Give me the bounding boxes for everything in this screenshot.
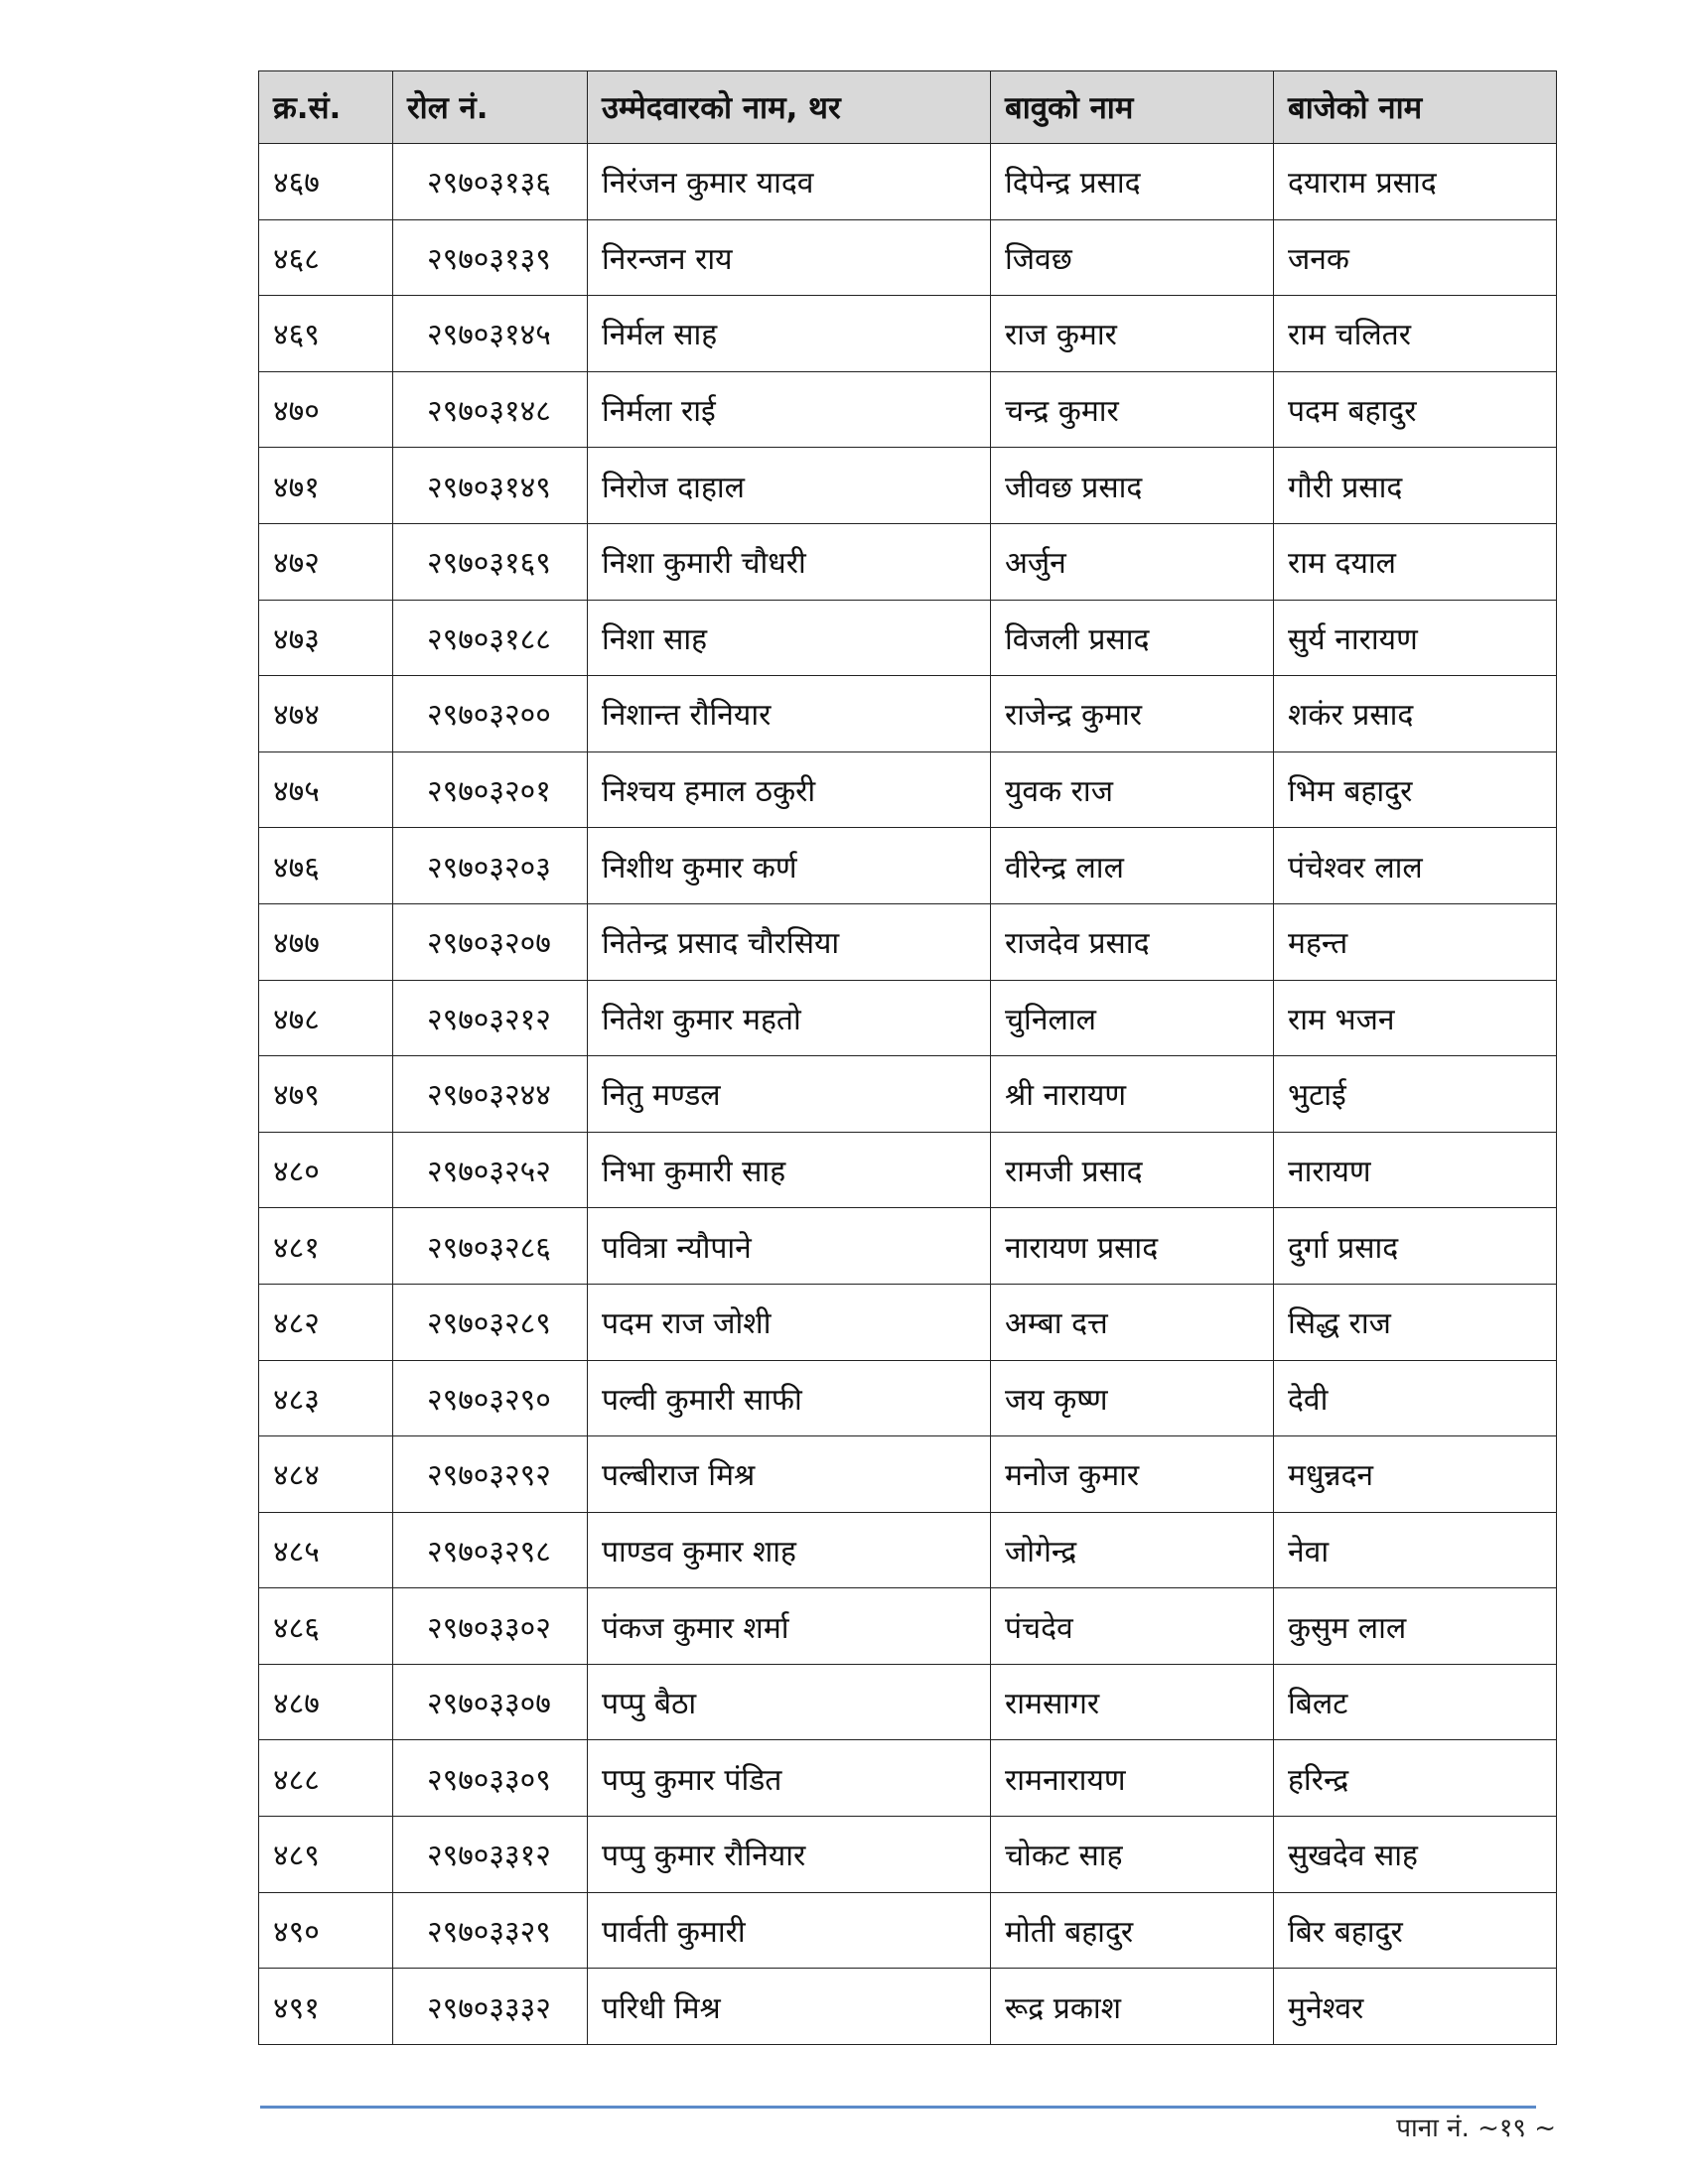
header-serial-number: क्र.सं.: [259, 71, 393, 144]
candidate-name-cell: पप्पु कुमार रौनियार: [588, 1817, 991, 1893]
grandfather-name-cell: महन्त: [1274, 903, 1557, 980]
candidate-name-cell: निशीथ कुमार कर्ण: [588, 828, 991, 904]
table-row: [259, 1892, 1557, 1969]
table-row: [259, 1817, 1557, 1893]
table-row: [259, 1056, 1557, 1133]
table-row: [259, 144, 1557, 220]
grandfather-name-cell: राम चलितर: [1274, 296, 1557, 372]
grandfather-name-cell: नारायण: [1274, 1132, 1557, 1208]
roll-cell: २९७०३२०७: [393, 903, 588, 980]
grandfather-name-cell: कुसुम लाल: [1274, 1588, 1557, 1665]
roll-cell: २९७०३२०१: [393, 751, 588, 828]
grandfather-name-cell: राम दयाल: [1274, 523, 1557, 600]
table-row: [259, 751, 1557, 828]
candidate-name-cell: पल्वी कुमारी साफी: [588, 1360, 991, 1436]
table-header-row: [259, 71, 1557, 144]
header-roll-number: रोल नं.: [393, 71, 588, 144]
candidate-name-cell: निभा कुमारी साह: [588, 1132, 991, 1208]
table-row: [259, 1969, 1557, 2045]
roll-cell: २९७०३२००: [393, 676, 588, 752]
serial-cell: ४७७: [259, 903, 393, 980]
candidate-name-cell: पार्वती कुमारी: [588, 1892, 991, 1969]
roll-cell: २९७०३३०९: [393, 1740, 588, 1817]
roll-cell: २९७०३१३९: [393, 219, 588, 296]
father-name-cell: रामजी प्रसाद: [991, 1132, 1274, 1208]
candidate-name-cell: पंकज कुमार शर्मा: [588, 1588, 991, 1665]
grandfather-name-cell: पदम बहादुर: [1274, 371, 1557, 448]
roll-cell: २९७०३२०३: [393, 828, 588, 904]
father-name-cell: अम्बा दत्त: [991, 1284, 1274, 1360]
serial-cell: ४९१: [259, 1969, 393, 2045]
father-name-cell: युवक राज: [991, 751, 1274, 828]
serial-cell: ४८४: [259, 1436, 393, 1513]
serial-cell: ४८०: [259, 1132, 393, 1208]
table-row: [259, 600, 1557, 676]
serial-cell: ४७१: [259, 448, 393, 524]
father-name-cell: राजेन्द्र कुमार: [991, 676, 1274, 752]
grandfather-name-cell: बिर बहादुर: [1274, 1892, 1557, 1969]
header-grandfather-name: बाजेको नाम: [1274, 71, 1557, 144]
father-name-cell: श्री नारायण: [991, 1056, 1274, 1133]
table-row: [259, 1664, 1557, 1740]
roll-cell: २९७०३२४४: [393, 1056, 588, 1133]
father-name-cell: रामसागर: [991, 1664, 1274, 1740]
serial-cell: ४८५: [259, 1512, 393, 1588]
grandfather-name-cell: भिम बहादुर: [1274, 751, 1557, 828]
father-name-cell: अर्जुन: [991, 523, 1274, 600]
roll-cell: २९७०३१३६: [393, 144, 588, 220]
roll-cell: २९७०३२८९: [393, 1284, 588, 1360]
roll-cell: २९७०३२९२: [393, 1436, 588, 1513]
candidate-name-cell: निरोज दाहाल: [588, 448, 991, 524]
roll-cell: २९७०३२१२: [393, 980, 588, 1056]
candidate-name-cell: निरन्जन राय: [588, 219, 991, 296]
father-name-cell: मोती बहादुर: [991, 1892, 1274, 1969]
candidate-name-cell: पल्बीराज मिश्र: [588, 1436, 991, 1513]
serial-cell: ४७३: [259, 600, 393, 676]
grandfather-name-cell: हरिन्द्र: [1274, 1740, 1557, 1817]
roll-cell: २९७०३१४५: [393, 296, 588, 372]
grandfather-name-cell: सुर्य नारायण: [1274, 600, 1557, 676]
father-name-cell: चन्द्र कुमार: [991, 371, 1274, 448]
roll-cell: २९७०३२५२: [393, 1132, 588, 1208]
candidate-name-cell: निर्मला राई: [588, 371, 991, 448]
grandfather-name-cell: सिद्ध राज: [1274, 1284, 1557, 1360]
serial-cell: ४८१: [259, 1208, 393, 1285]
candidate-name-cell: निरंजन कुमार यादव: [588, 144, 991, 220]
grandfather-name-cell: जनक: [1274, 219, 1557, 296]
roll-cell: २९७०३२८६: [393, 1208, 588, 1285]
table-row: [259, 219, 1557, 296]
table-row: [259, 1512, 1557, 1588]
grandfather-name-cell: भुटाई: [1274, 1056, 1557, 1133]
table-row: [259, 448, 1557, 524]
table-row: [259, 1360, 1557, 1436]
roll-cell: २९७०३३०७: [393, 1664, 588, 1740]
candidate-name-cell: नितु मण्डल: [588, 1056, 991, 1133]
serial-cell: ४८८: [259, 1740, 393, 1817]
table-row: [259, 1588, 1557, 1665]
roll-cell: २९७०३३०२: [393, 1588, 588, 1665]
candidate-name-cell: परिधी मिश्र: [588, 1969, 991, 2045]
candidate-name-cell: पदम राज जोशी: [588, 1284, 991, 1360]
grandfather-name-cell: नेवा: [1274, 1512, 1557, 1588]
candidate-name-cell: पप्पु कुमार पंडित: [588, 1740, 991, 1817]
candidate-list-table: [258, 70, 1557, 2045]
father-name-cell: जीवछ प्रसाद: [991, 448, 1274, 524]
candidate-name-cell: पवित्रा न्यौपाने: [588, 1208, 991, 1285]
father-name-cell: जिवछ: [991, 219, 1274, 296]
candidate-name-cell: निर्मल साह: [588, 296, 991, 372]
father-name-cell: रूद्र प्रकाश: [991, 1969, 1274, 2045]
father-name-cell: चोकट साह: [991, 1817, 1274, 1893]
grandfather-name-cell: शकंर प्रसाद: [1274, 676, 1557, 752]
father-name-cell: पंचदेव: [991, 1588, 1274, 1665]
candidate-name-cell: नितेश कुमार महतो: [588, 980, 991, 1056]
table-row: [259, 296, 1557, 372]
serial-cell: ४७२: [259, 523, 393, 600]
table-row: [259, 980, 1557, 1056]
header-candidate-name: उम्मेदवारको नाम, थर: [588, 71, 991, 144]
table-row: [259, 1740, 1557, 1817]
father-name-cell: विजली प्रसाद: [991, 600, 1274, 676]
grandfather-name-cell: राम भजन: [1274, 980, 1557, 1056]
roll-cell: २९७०३१८८: [393, 600, 588, 676]
roll-cell: २९७०३१४८: [393, 371, 588, 448]
father-name-cell: मनोज कुमार: [991, 1436, 1274, 1513]
serial-cell: ४७५: [259, 751, 393, 828]
grandfather-name-cell: सुखदेव साह: [1274, 1817, 1557, 1893]
footer-divider: [260, 2106, 1536, 2109]
grandfather-name-cell: मधुन्नदन: [1274, 1436, 1557, 1513]
roll-cell: २९७०३३३२: [393, 1969, 588, 2045]
candidate-name-cell: पप्पु बैठा: [588, 1664, 991, 1740]
candidate-name-cell: पाण्डव कुमार शाह: [588, 1512, 991, 1588]
candidate-name-cell: निशान्त रौनियार: [588, 676, 991, 752]
father-name-cell: दिपेन्द्र प्रसाद: [991, 144, 1274, 220]
candidate-name-cell: निश्चय हमाल ठकुरी: [588, 751, 991, 828]
grandfather-name-cell: देवी: [1274, 1360, 1557, 1436]
table-row: [259, 1436, 1557, 1513]
grandfather-name-cell: दयाराम प्रसाद: [1274, 144, 1557, 220]
father-name-cell: रामनारायण: [991, 1740, 1274, 1817]
grandfather-name-cell: मुनेश्वर: [1274, 1969, 1557, 2045]
grandfather-name-cell: दुर्गा प्रसाद: [1274, 1208, 1557, 1285]
serial-cell: ४८२: [259, 1284, 393, 1360]
serial-cell: ४७९: [259, 1056, 393, 1133]
table-row: [259, 371, 1557, 448]
serial-cell: ४६७: [259, 144, 393, 220]
table-row: [259, 1208, 1557, 1285]
serial-cell: ४८९: [259, 1817, 393, 1893]
table-row: [259, 903, 1557, 980]
table-row: [259, 676, 1557, 752]
serial-cell: ४८७: [259, 1664, 393, 1740]
table-row: [259, 1284, 1557, 1360]
page-number: पाना नं. ~१९ ~: [1396, 2114, 1556, 2143]
grandfather-name-cell: बिलट: [1274, 1664, 1557, 1740]
father-name-cell: जोगेन्द्र: [991, 1512, 1274, 1588]
roll-cell: २९७०३२९८: [393, 1512, 588, 1588]
table-body: [259, 144, 1557, 2045]
serial-cell: ४६८: [259, 219, 393, 296]
table-row: [259, 828, 1557, 904]
serial-cell: ४६९: [259, 296, 393, 372]
father-name-cell: राज कुमार: [991, 296, 1274, 372]
father-name-cell: नारायण प्रसाद: [991, 1208, 1274, 1285]
serial-cell: ४७६: [259, 828, 393, 904]
roll-cell: २९७०३२९०: [393, 1360, 588, 1436]
candidate-name-cell: निशा कुमारी चौधरी: [588, 523, 991, 600]
father-name-cell: वीरेन्द्र लाल: [991, 828, 1274, 904]
serial-cell: ४७०: [259, 371, 393, 448]
table-row: [259, 523, 1557, 600]
roll-cell: २९७०३३१२: [393, 1817, 588, 1893]
grandfather-name-cell: पंचेश्वर लाल: [1274, 828, 1557, 904]
father-name-cell: चुनिलाल: [991, 980, 1274, 1056]
serial-cell: ४७८: [259, 980, 393, 1056]
serial-cell: ४८६: [259, 1588, 393, 1665]
table-row: [259, 1132, 1557, 1208]
roll-cell: २९७०३१४९: [393, 448, 588, 524]
grandfather-name-cell: गौरी प्रसाद: [1274, 448, 1557, 524]
roll-cell: २९७०३३२९: [393, 1892, 588, 1969]
header-father-name: बावुको नाम: [991, 71, 1274, 144]
father-name-cell: राजदेव प्रसाद: [991, 903, 1274, 980]
serial-cell: ४८३: [259, 1360, 393, 1436]
serial-cell: ४९०: [259, 1892, 393, 1969]
father-name-cell: जय कृष्ण: [991, 1360, 1274, 1436]
candidate-name-cell: नितेन्द्र प्रसाद चौरसिया: [588, 903, 991, 980]
roll-cell: २९७०३१६९: [393, 523, 588, 600]
candidate-name-cell: निशा साह: [588, 600, 991, 676]
serial-cell: ४७४: [259, 676, 393, 752]
